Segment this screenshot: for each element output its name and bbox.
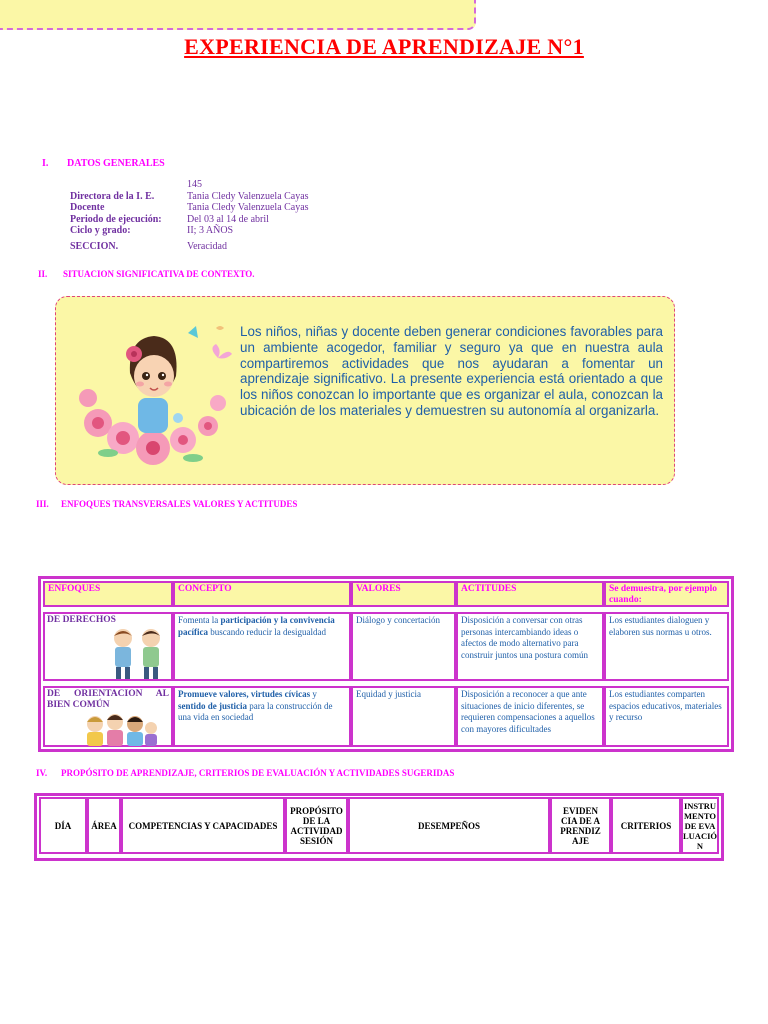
enfoque-label: DE ORIENTACION AL BIEN COMÚN bbox=[47, 689, 169, 710]
situacion-text: Los niños, niñas y docente deben generar condiciones favorables para un ambiente acogedor, familiar y seguro ya que en nuestra aula compartiremos actividades que nos ayudaran a fomentar un aprendizaje significativo. La presente experiencia está orientado a que los niños conozcan lo importante que es organizar el aula, conozcan la ubicación de los materiales y demuestren su autonomía al organizarla. bbox=[240, 324, 663, 418]
ie-number: 145 bbox=[187, 179, 202, 190]
ejemplo-cell bbox=[604, 612, 729, 681]
header-decoration-box bbox=[0, 0, 476, 30]
valores-text: Diálogo y concertación bbox=[356, 615, 440, 625]
header-text: PROPÓSITO DE LA ACTIVIDAD SESIÓN bbox=[290, 805, 343, 846]
concepto-cell bbox=[173, 612, 351, 681]
concepto-cell bbox=[173, 686, 351, 747]
header-text: Se demuestra, por ejemplo cuando: bbox=[609, 584, 718, 605]
header-text: ÁREA bbox=[91, 820, 117, 831]
datos-value: Del 03 al 14 de abril bbox=[187, 213, 269, 225]
enfoques-header-cell bbox=[604, 581, 729, 607]
header-text: DÍA bbox=[54, 820, 72, 831]
proposito-header-cell bbox=[611, 797, 681, 854]
proposito-header-cell bbox=[348, 797, 550, 854]
header-text: CONCEPTO bbox=[178, 584, 232, 594]
enfoque-label: DE DERECHOS bbox=[47, 615, 116, 625]
section-label: PROPÓSITO DE APRENDIZAJE, CRITERIOS DE EVALUACIÓN Y ACTIVIDADES SUGERIDAS bbox=[61, 768, 455, 778]
header-text: EVIDENCIA DE APRENDIZAJE bbox=[560, 805, 601, 846]
enfoque-cell bbox=[43, 612, 173, 681]
section-label: ENFOQUES TRANSVERSALES VALORES Y ACTITUDES bbox=[61, 499, 298, 509]
enfoques-header-cell bbox=[351, 581, 456, 607]
section-label: DATOS GENERALES bbox=[67, 158, 165, 169]
section-heading-enfoques bbox=[36, 499, 297, 509]
proposito-header-cell bbox=[121, 797, 285, 854]
enfoques-header-cell bbox=[43, 581, 173, 607]
datos-value: Tania Cledy Valenzuela Cayas bbox=[187, 202, 309, 213]
proposito-header-cell bbox=[39, 797, 87, 854]
enfoques-header-cell bbox=[173, 581, 351, 607]
page-title: EXPERIENCIA DE APRENDIZAJE N°1 bbox=[184, 34, 584, 59]
header-text: CRITERIOS bbox=[620, 820, 672, 831]
ejemplo-cell bbox=[604, 686, 729, 747]
actitudes-text: Disposición a conversar con otras personas intercambiando ideas o afectos de modo alternativo para construir juntos una postura común bbox=[461, 615, 588, 660]
valores-text: Equidad y justicia bbox=[356, 689, 421, 699]
datos-value: Veracidad bbox=[187, 240, 227, 252]
section-number: II. bbox=[38, 269, 48, 279]
datos-value: Tania Cledy Valenzuela Cayas bbox=[187, 190, 309, 202]
section-number: I. bbox=[42, 158, 49, 169]
enfoques-header-cell bbox=[456, 581, 604, 607]
proposito-header-cell bbox=[681, 797, 719, 854]
section-number: IV. bbox=[36, 768, 48, 778]
section-heading-proposito bbox=[36, 768, 454, 778]
valores-cell bbox=[351, 612, 456, 681]
header-text: VALORES bbox=[356, 584, 401, 594]
girl-flowers-illustration bbox=[68, 318, 238, 478]
valores-cell bbox=[351, 686, 456, 747]
children-illustration bbox=[105, 626, 171, 680]
concepto-text: Fomenta la participación y la convivencia pacífica buscando reducir la desigualdad bbox=[178, 615, 335, 637]
section-heading-situacion bbox=[38, 269, 255, 279]
header-text: ACTITUDES bbox=[461, 584, 517, 594]
actitudes-cell bbox=[456, 686, 604, 747]
datos-label: Periodo de ejecución: bbox=[70, 213, 162, 225]
header-text: ENFOQUES bbox=[48, 584, 101, 594]
section-number: III. bbox=[36, 499, 49, 509]
proposito-header-cell bbox=[550, 797, 611, 854]
datos-label: Ciclo y grado: bbox=[70, 225, 131, 236]
datos-label: SECCION. bbox=[70, 240, 119, 252]
header-text: INSTRUMENTO DE EVALUACIÓN bbox=[683, 800, 718, 851]
concepto-text: Promueve valores, virtudes cívicas y sentido de justicia para la construcción de una vida en sociedad bbox=[178, 689, 333, 722]
section-heading-datos bbox=[42, 158, 165, 169]
header-text: DESEMPEÑOS bbox=[417, 820, 480, 831]
datos-value: II; 3 AÑOS bbox=[187, 225, 234, 236]
group-children-illustration bbox=[81, 710, 161, 746]
datos-label: Docente bbox=[70, 202, 105, 213]
datos-label: Directora de la I. E. bbox=[70, 190, 155, 202]
section-label: SITUACION SIGNIFICATIVA DE CONTEXTO. bbox=[63, 269, 255, 279]
ejemplo-text: Los estudiantes dialoguen y elaboren sus normas u otros. bbox=[609, 615, 712, 637]
proposito-header-cell bbox=[87, 797, 121, 854]
header-text: COMPETENCIAS Y CAPACIDADES bbox=[128, 820, 278, 831]
enfoque-cell bbox=[43, 686, 173, 747]
proposito-header-cell bbox=[285, 797, 348, 854]
ejemplo-text: Los estudiantes comparten espacios educativos, materiales y recurso bbox=[609, 689, 722, 722]
actitudes-text: Disposición a reconocer a que ante situaciones de inicio diferentes, se requieren compensaciones a aquellos con mayores dificultades bbox=[461, 689, 595, 734]
actitudes-cell bbox=[456, 612, 604, 681]
